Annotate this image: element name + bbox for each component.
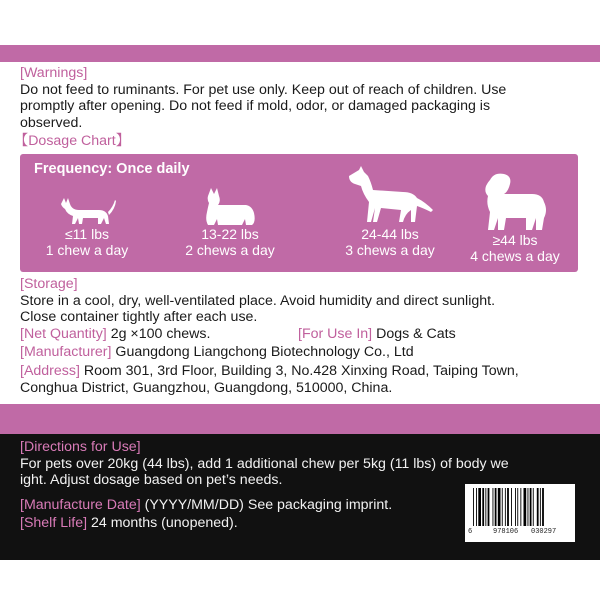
- barcode-digit-right: 030297: [531, 528, 557, 536]
- barcode-bar: [511, 488, 512, 526]
- for-use-in-label: [For Use In]: [298, 326, 373, 342]
- dosage-item-small-dog: [170, 186, 290, 258]
- net-quantity-value: 2g ×100 chews.: [106, 326, 211, 342]
- barcode-bar: [476, 488, 477, 526]
- shelf-life-value: 24 months (unopened).: [87, 515, 238, 531]
- barcode-bar: [482, 488, 484, 526]
- storage-line-1: Store in a cool, dry, well-ventilated place. Avoid humidity and direct sunlight.: [20, 292, 496, 309]
- dosage-chart: [20, 154, 578, 272]
- cat-icon: [57, 194, 117, 226]
- barcode-bar: [542, 488, 544, 526]
- barcode-bar: [524, 488, 527, 526]
- dosage-heading: [14, 133, 130, 150]
- barcode-bar: [528, 488, 529, 526]
- barcode-bar: [530, 488, 532, 526]
- warnings-line-3: observed.: [20, 114, 83, 131]
- dosage-item-medium-dog: [320, 166, 460, 258]
- manufacturer-row: [20, 344, 414, 361]
- barcode-bar: [537, 488, 539, 526]
- barcode-bar: [498, 488, 501, 526]
- manufacture-date-row: [20, 497, 392, 514]
- directions-line-2: ight. Adjust dosage based on pet’s needs.: [20, 472, 283, 488]
- storage-section: [20, 276, 495, 326]
- dosage-label: 【Dosage Chart】: [14, 133, 130, 149]
- barcode-bar: [493, 488, 494, 526]
- barcode-bar: [517, 488, 518, 526]
- for-use-in-value: Dogs & Cats: [372, 326, 456, 342]
- address-line-1: Room 301, 3rd Floor, Building 3, No.428 Xinxing Road, Taiping Town,: [79, 363, 519, 379]
- barcode-bar: [473, 488, 474, 526]
- barcode-bar: [515, 488, 516, 526]
- barcode-bar: [488, 488, 490, 526]
- directions-section: [20, 439, 509, 489]
- net-quantity-row: [20, 326, 210, 343]
- dosage-item-large-dog: [455, 172, 575, 264]
- middle-band: [0, 404, 600, 434]
- barcode-digit-prefix: 6: [468, 528, 473, 536]
- barcode-bar: [507, 488, 509, 526]
- manufacture-date-label: [Manufacture Date]: [20, 497, 141, 513]
- shelf-life-row: [20, 515, 238, 532]
- barcode-bar: [478, 488, 481, 526]
- dosage-item-cat: [32, 194, 142, 258]
- barcode-bar: [533, 488, 534, 526]
- dosage-weight: 24-44 lbs: [361, 226, 419, 242]
- directions-line-1: For pets over 20kg (44 lbs), add 1 additional chew per 5kg (11 lbs) of body we: [20, 455, 509, 472]
- manufacturer-label: [Manufacturer]: [20, 344, 112, 360]
- warnings-line-2: promptly after opening. Do not feed if mold, odor, or damaged packaging is: [20, 98, 491, 114]
- warnings-line-1: Do not feed to ruminants. For pet use only. Keep out of reach of children. Use: [20, 81, 507, 98]
- dosage-amount: 4 chews a day: [470, 248, 560, 264]
- barcode-bar: [505, 488, 506, 526]
- barcode-bars: [465, 484, 575, 530]
- barcode-bar: [520, 488, 521, 526]
- dosage-weight: ≥44 lbs: [492, 232, 538, 248]
- barcode: [465, 484, 575, 542]
- dosage-amount: 1 chew a day: [45, 242, 129, 258]
- large-dog-icon: [480, 172, 550, 232]
- warnings-section: [20, 65, 506, 131]
- manufacturer-value: Guangdong Liangchong Biotechnology Co., Ltd: [111, 344, 414, 360]
- medium-dog-icon: [345, 166, 435, 226]
- address-label: [Address]: [20, 363, 80, 379]
- barcode-bar: [540, 488, 541, 526]
- top-band: [0, 45, 600, 62]
- barcode-bar: [485, 488, 486, 526]
- for-use-in-row: [298, 326, 456, 343]
- barcode-bar: [495, 488, 497, 526]
- barcode-bar: [502, 488, 503, 526]
- storage-label: [Storage]: [20, 276, 78, 292]
- frequency-text: Frequency: Once daily: [34, 161, 190, 177]
- directions-label: [Directions for Use]: [20, 439, 141, 455]
- dosage-weight: 13-22 lbs: [201, 226, 259, 242]
- address-row: [20, 363, 519, 396]
- dosage-amount: 2 chews a day: [185, 242, 275, 258]
- manufacture-date-value: (YYYY/MM/DD) See packaging imprint.: [140, 497, 393, 513]
- warnings-label: [Warnings]: [20, 65, 88, 81]
- dosage-weight: ≤11 lbs: [64, 226, 109, 242]
- storage-line-2: Close container tightly after each use.: [20, 309, 258, 325]
- dosage-amount: 3 chews a day: [345, 242, 435, 258]
- small-dog-icon: [202, 186, 258, 226]
- shelf-life-label: [Shelf Life]: [20, 515, 88, 531]
- net-quantity-label: [Net Quantity]: [20, 326, 107, 342]
- barcode-digit-left: 978106: [493, 528, 519, 536]
- address-line-2: Conghua District, Guangzhou, Guangdong, 510000, China.: [20, 379, 393, 396]
